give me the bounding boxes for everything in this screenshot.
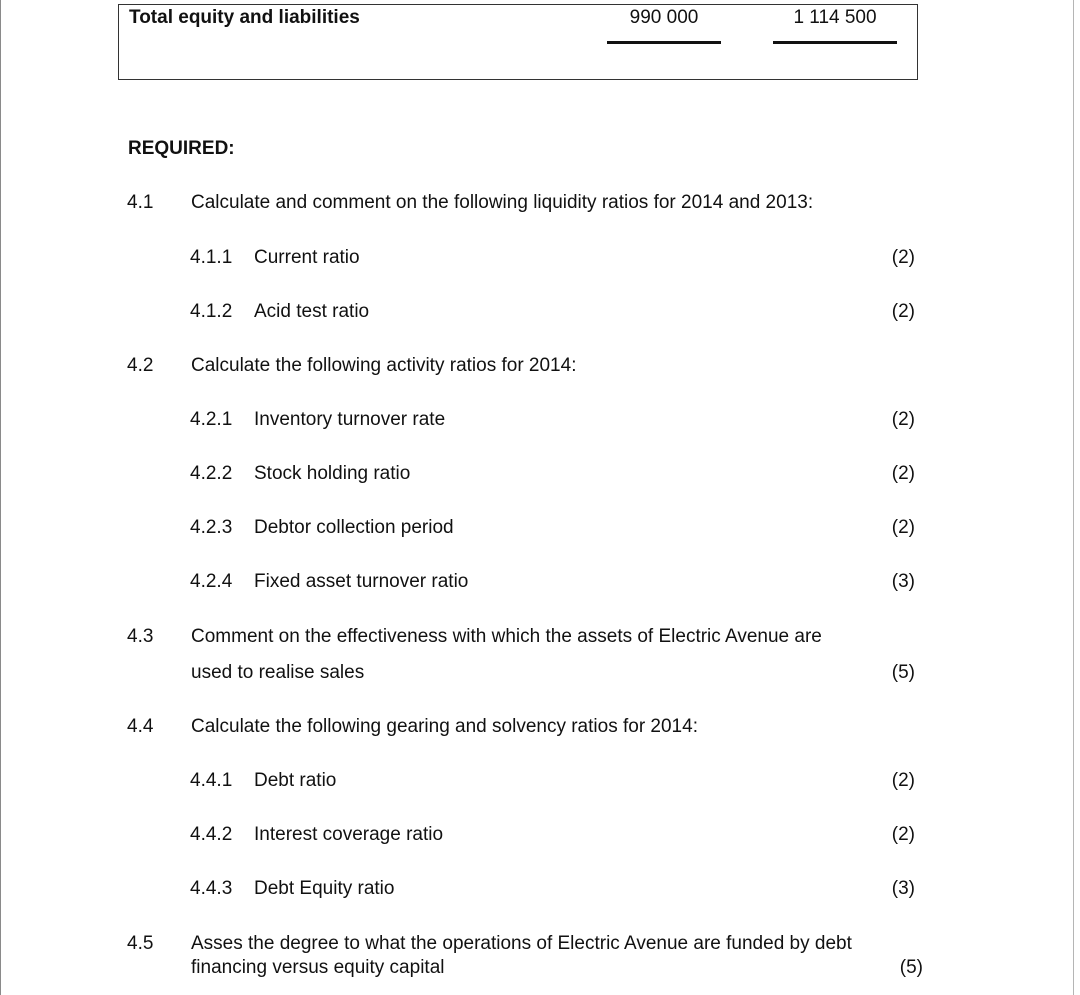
marks: (5) bbox=[891, 662, 915, 683]
subquestion-number: 4.2.4 bbox=[190, 571, 233, 592]
subquestion-number: 4.1.2 bbox=[190, 301, 233, 322]
question-text-line1: Comment on the effectiveness with which the assets of Electric Avenue are bbox=[191, 626, 822, 647]
totals-table bbox=[118, 4, 918, 80]
marks: (3) bbox=[891, 878, 915, 899]
question-number: 4.1 bbox=[127, 192, 154, 213]
subquestion-text: Inventory turnover rate bbox=[254, 409, 446, 430]
subquestion-number: 4.1.1 bbox=[190, 247, 233, 268]
subquestion-text: Debt Equity ratio bbox=[254, 878, 395, 899]
question-text-line2: used to realise sales bbox=[191, 662, 365, 683]
marks: (2) bbox=[891, 247, 915, 268]
double-underline-2013 bbox=[773, 41, 897, 44]
totals-value-2013: 1 114 500 bbox=[793, 7, 877, 28]
subquestion-text: Fixed asset turnover ratio bbox=[254, 571, 469, 592]
subquestion-number: 4.4.1 bbox=[190, 770, 233, 791]
marks: (5) bbox=[899, 957, 923, 978]
subquestion-text: Current ratio bbox=[254, 247, 360, 268]
page-left-edge bbox=[0, 0, 1, 995]
question-text: Calculate the following activity ratios for 2014: bbox=[191, 355, 577, 376]
marks: (2) bbox=[891, 517, 915, 538]
marks: (3) bbox=[891, 571, 915, 592]
question-text: Calculate the following gearing and solvency ratios for 2014: bbox=[191, 716, 698, 737]
marks: (2) bbox=[891, 770, 915, 791]
question-text-line2: financing versus equity capital bbox=[191, 957, 445, 978]
totals-value-2014: 990 000 bbox=[629, 7, 699, 28]
question-number: 4.3 bbox=[127, 626, 154, 647]
subquestion-text: Stock holding ratio bbox=[254, 463, 411, 484]
marks: (2) bbox=[891, 824, 915, 845]
question-number: 4.5 bbox=[127, 933, 154, 954]
marks: (2) bbox=[891, 463, 915, 484]
subquestion-text: Debt ratio bbox=[254, 770, 337, 791]
subquestion-number: 4.2.2 bbox=[190, 463, 233, 484]
page-right-edge bbox=[1073, 0, 1074, 995]
question-text-line1: Asses the degree to what the operations of Electric Avenue are funded by debt bbox=[191, 933, 852, 954]
question-number: 4.2 bbox=[127, 355, 154, 376]
totals-label: Total equity and liabilities bbox=[129, 7, 360, 28]
subquestion-number: 4.4.3 bbox=[190, 878, 233, 899]
subquestion-text: Interest coverage ratio bbox=[254, 824, 444, 845]
subquestion-number: 4.2.3 bbox=[190, 517, 233, 538]
question-number: 4.4 bbox=[127, 716, 154, 737]
double-underline-2014 bbox=[607, 41, 721, 44]
marks: (2) bbox=[891, 409, 915, 430]
question-text: Calculate and comment on the following liquidity ratios for 2014 and 2013: bbox=[191, 192, 814, 213]
subquestion-text: Acid test ratio bbox=[254, 301, 370, 322]
subquestion-text: Debtor collection period bbox=[254, 517, 454, 538]
subquestion-number: 4.4.2 bbox=[190, 824, 233, 845]
marks: (2) bbox=[891, 301, 915, 322]
required-heading: REQUIRED: bbox=[128, 138, 235, 159]
subquestion-number: 4.2.1 bbox=[190, 409, 233, 430]
